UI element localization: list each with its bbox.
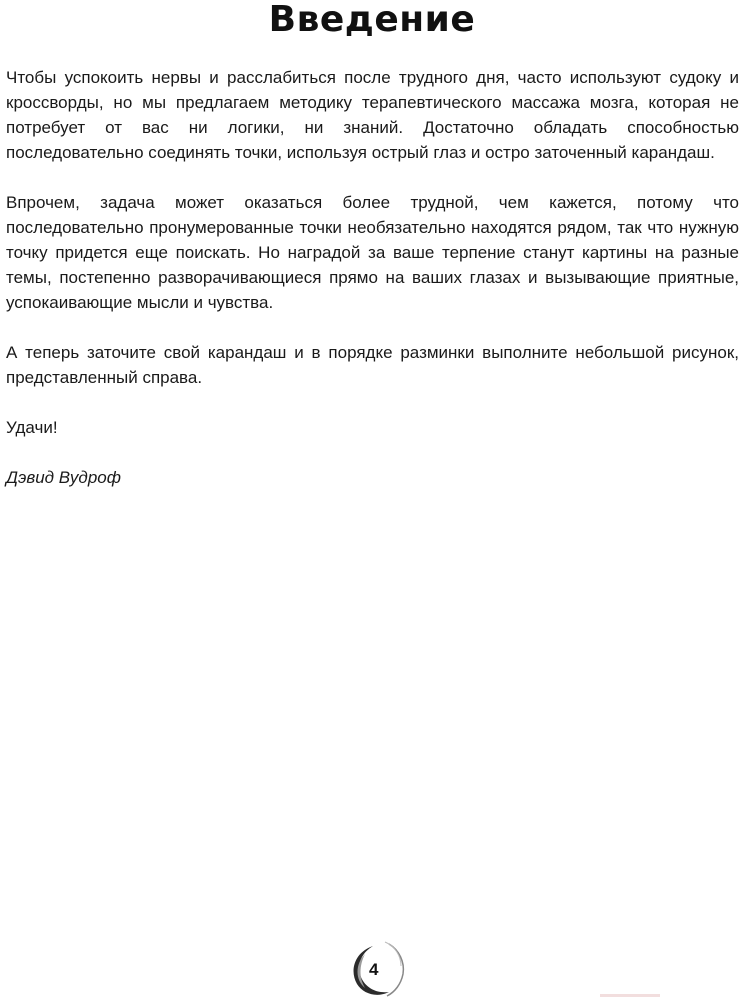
paragraph-3: А теперь заточите свой карандаш и в порядке разминки выполните небольшой рисунок, представленный справа. bbox=[6, 343, 739, 387]
paragraph-2: Впрочем, задача может оказаться более трудной, чем кажется, потому что последовательно пронумерованные точки необязательно находятся рядом, так что нужную точку придется еще поискать. Но наградой за ваше терпение станут картины на разные темы, постепенно разворачивающиеся прямо на ваших глазах и вызывающие приятные, успокаивающие мысли и чувства. bbox=[6, 193, 739, 312]
page-title: Введение bbox=[268, 0, 476, 40]
page-number: 4 bbox=[369, 960, 379, 979]
page-number-badge bbox=[345, 940, 409, 1000]
paragraph-1: Чтобы успокоить нервы и расслабиться после трудного дня, часто используют судоку и кроссворды, но мы предлагаем методику терапевтического массажа мозга, которая не потребует от вас ни логики, ни знаний. Достаточно обладать способностью последовательно соединять точки, используя острый глаз и остро заточенный карандаш. bbox=[6, 68, 739, 162]
intro-text bbox=[6, 65, 739, 515]
corner-mark bbox=[600, 994, 660, 997]
author-signature: Дэвид Вудроф bbox=[6, 468, 121, 487]
paragraph-4: Удачи! bbox=[6, 418, 58, 437]
